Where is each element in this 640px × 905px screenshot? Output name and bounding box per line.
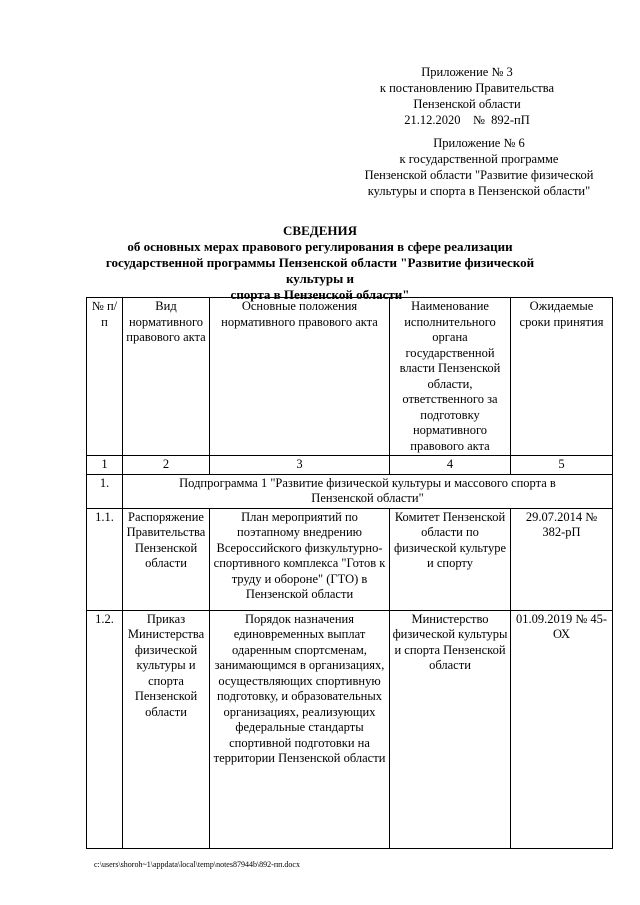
row-type: Распоряжение Правительства Пензенской области (123, 508, 210, 610)
table-row (87, 508, 613, 610)
header-content: Основные положения нормативного правового акта (210, 298, 390, 456)
annex-6-line2: к государственной программе (399, 152, 559, 166)
table-row (87, 610, 613, 848)
subprogram-num: 1. (87, 474, 123, 508)
annex-3-line3: Пензенской области (413, 97, 521, 111)
title-line1: об основных мерах правового регулирования в сфере реализации (127, 239, 513, 254)
measures-table (86, 297, 613, 849)
row-date: 01.09.2019 № 45-ОХ (511, 610, 613, 848)
col-number: 2 (123, 456, 210, 475)
col-number: 4 (390, 456, 511, 475)
row-num: 1.2. (87, 610, 123, 848)
annex-3-line2: к постановлению Правительства (379, 81, 555, 95)
row-content: План мероприятий по поэтапному внедрению Всероссийского физкультурно-спортивного комплекса "Готов к труду и обороне" (ГТО) в Пензенской области (210, 508, 390, 610)
annex-3-line4: 21.12.2020 № 892-пП (404, 113, 530, 127)
annex-3-line1: Приложение № 3 (421, 65, 513, 79)
annex-6-line4: культуры и спорта в Пензенской области" (367, 184, 591, 198)
annex-6-line1: Приложение № 6 (433, 136, 525, 150)
header-row (87, 298, 613, 456)
header-type: Вид нормативного правового акта (123, 298, 210, 456)
row-num: 1.1. (87, 508, 123, 610)
file-path-footer: c:\users\shoroh~1\appdata\local\temp\notes87944b\892-пп.docx (94, 860, 300, 869)
document-title (90, 223, 550, 303)
row-org: Комитет Пензенской области по физической культуре и спорту (390, 508, 511, 610)
col-number: 5 (511, 456, 613, 475)
header-org: Наименование исполнительного органа государственной власти Пензенской области, ответственного за подготовку нормативного правового акта (390, 298, 511, 456)
title-line2: государственной программы Пензенской области "Развитие физической культуры и (105, 255, 535, 286)
row-org: Министерство физической культуры и спорта Пензенской области (390, 610, 511, 848)
header-date: Ожидаемые сроки принятия (511, 298, 613, 456)
annex-3-block (337, 64, 597, 128)
row-date: 29.07.2014 № 382-рП (511, 508, 613, 610)
annex-6-block (354, 135, 604, 199)
header-num: № п/п (87, 298, 123, 456)
row-content: Порядок назначения единовременных выплат одаренным спортсменам, занимающимся в организациях, осуществляющих спортивную подготовку, и образовательных организациях, реализующих федеральные стандарты спортивной подготовки на территории Пензенской области (210, 610, 390, 848)
annex-6-line3: Пензенской области "Развитие физической (364, 168, 594, 182)
col-number: 1 (87, 456, 123, 475)
col-number: 3 (210, 456, 390, 475)
title-line3: спорта в Пензенской области" (230, 287, 410, 302)
subprogram-text: Подпрограмма 1 "Развитие физической культуры и массового спорта в Пензенской области" (123, 474, 613, 508)
subprogram-row (87, 474, 613, 508)
title-heading: СВЕДЕНИЯ (283, 223, 357, 238)
row-type: Приказ Министерства физической культуры и спорта Пензенской области (123, 610, 210, 848)
numbering-row (87, 456, 613, 475)
